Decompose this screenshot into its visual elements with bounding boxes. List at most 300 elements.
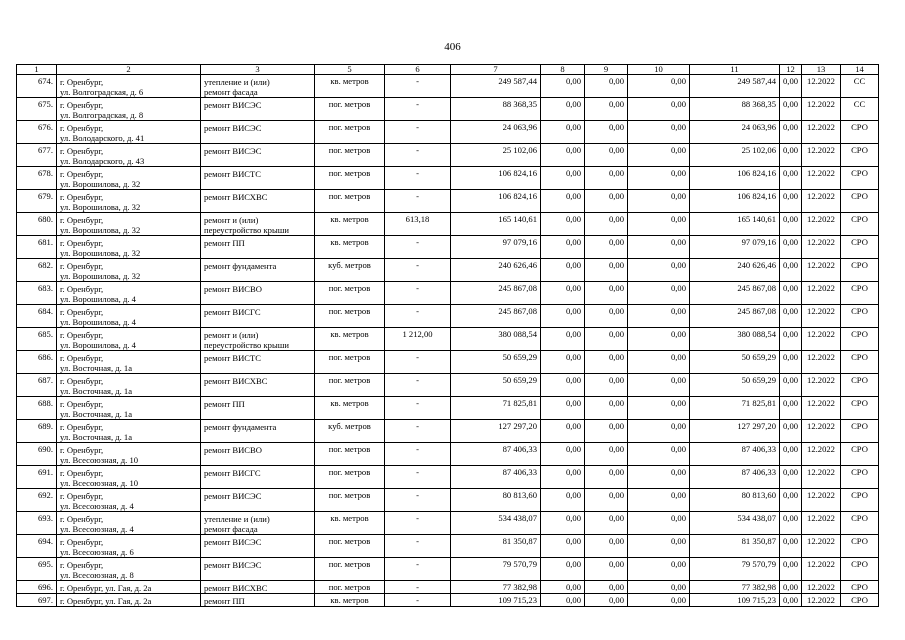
unit-cell: пог. метров: [315, 190, 385, 213]
total-cost-cell: 79 570,79: [451, 558, 541, 581]
cost-col11-cell: 24 063,96: [690, 121, 780, 144]
completion-date-cell: 12.2022: [802, 98, 841, 121]
address-cell-line: ул. Ворошилова, д. 4: [60, 340, 136, 350]
row-number-cell: 690.: [17, 443, 57, 466]
total-cost-cell: 50 659,29: [451, 351, 541, 374]
address-cell-line: ул. Володарского, д. 41: [60, 133, 145, 143]
method-cell: СРО: [841, 144, 879, 167]
column-number-header: [17, 65, 879, 75]
total-cost-cell: 534 438,07: [451, 512, 541, 535]
address-cell-line: г. Оренбург,: [60, 307, 104, 317]
method-cell: СРО: [841, 512, 879, 535]
column-header: 8: [541, 65, 585, 75]
table-row: [17, 489, 879, 512]
address-cell: [57, 190, 201, 213]
unit-cell: пог. метров: [315, 351, 385, 374]
cost-col9-cell: 0,00: [585, 167, 628, 190]
column-header: 6: [385, 65, 451, 75]
cost-col9-cell: 0,00: [585, 374, 628, 397]
volume-cell: -: [385, 98, 451, 121]
column-header: 3: [201, 65, 315, 75]
address-cell: [57, 374, 201, 397]
cost-col11-cell: 77 382,98: [690, 581, 780, 594]
work-type-cell: [201, 397, 315, 420]
volume-cell: -: [385, 512, 451, 535]
work-type-cell: [201, 558, 315, 581]
cost-col9-cell: 0,00: [585, 581, 628, 594]
work-type-cell-line: ремонт ВИСТС: [204, 169, 262, 179]
cost-col10-cell: 0,00: [628, 397, 690, 420]
unit-cell: пог. метров: [315, 489, 385, 512]
address-cell-line: г. Оренбург,: [60, 169, 104, 179]
method-cell: СС: [841, 98, 879, 121]
completion-date-cell: 12.2022: [802, 282, 841, 305]
column-header: 2: [57, 65, 201, 75]
work-type-cell: [201, 305, 315, 328]
cost-col10-cell: 0,00: [628, 121, 690, 144]
cost-col11-cell: 50 659,29: [690, 374, 780, 397]
cost-col10-cell: 0,00: [628, 535, 690, 558]
table-row: [17, 167, 879, 190]
cost-col8-cell: 0,00: [541, 397, 585, 420]
row-number-cell: 687.: [17, 374, 57, 397]
volume-cell: -: [385, 535, 451, 558]
row-number-cell: 695.: [17, 558, 57, 581]
volume-cell: -: [385, 75, 451, 98]
cost-col9-cell: 0,00: [585, 351, 628, 374]
row-number-cell: 693.: [17, 512, 57, 535]
row-number-cell: 689.: [17, 420, 57, 443]
unit-cell: пог. метров: [315, 98, 385, 121]
cost-col11-cell: 88 368,35: [690, 98, 780, 121]
table-row: [17, 121, 879, 144]
work-type-cell-line: ремонт ВИСГС: [204, 468, 261, 478]
unit-cell: кв. метров: [315, 328, 385, 351]
work-type-cell-line: переустройство крыши: [204, 340, 289, 350]
address-cell-line: ул. Ворошилова, д. 32: [60, 225, 141, 235]
work-type-cell-line: ремонт фасада: [204, 524, 258, 534]
address-cell: [57, 144, 201, 167]
table-row: [17, 397, 879, 420]
work-type-cell-line: ремонт ВИСХВС: [204, 192, 268, 202]
table-row: [17, 512, 879, 535]
work-type-cell-line: ремонт и (или): [204, 330, 259, 340]
volume-cell: -: [385, 443, 451, 466]
cost-col8-cell: 0,00: [541, 190, 585, 213]
work-type-cell-line: ремонт ВИСЭС: [204, 537, 262, 547]
completion-date-cell: 12.2022: [802, 167, 841, 190]
completion-date-cell: 12.2022: [802, 190, 841, 213]
cost-col12-cell: 0,00: [780, 594, 802, 607]
cost-col10-cell: 0,00: [628, 190, 690, 213]
unit-cell: кв. метров: [315, 397, 385, 420]
column-header: 13: [802, 65, 841, 75]
cost-col9-cell: 0,00: [585, 535, 628, 558]
cost-col8-cell: 0,00: [541, 420, 585, 443]
volume-cell: -: [385, 558, 451, 581]
cost-col12-cell: 0,00: [780, 397, 802, 420]
address-cell-line: г. Оренбург,: [60, 445, 104, 455]
volume-cell: -: [385, 420, 451, 443]
table-row: [17, 282, 879, 305]
work-type-cell: [201, 535, 315, 558]
work-type-cell: [201, 121, 315, 144]
column-header: 11: [690, 65, 780, 75]
work-type-cell: [201, 167, 315, 190]
address-cell-line: ул. Восточная, д. 1а: [60, 409, 133, 419]
cost-col10-cell: 0,00: [628, 581, 690, 594]
table-row: [17, 443, 879, 466]
cost-col10-cell: 0,00: [628, 282, 690, 305]
completion-date-cell: 12.2022: [802, 489, 841, 512]
total-cost-cell: 25 102,06: [451, 144, 541, 167]
address-cell-line: г. Оренбург,: [60, 261, 104, 271]
work-type-cell: [201, 489, 315, 512]
address-cell-line: ул. Ворошилова, д. 4: [60, 317, 136, 327]
column-header: 1: [17, 65, 57, 75]
cost-col8-cell: 0,00: [541, 594, 585, 607]
method-cell: СРО: [841, 443, 879, 466]
method-cell: СРО: [841, 466, 879, 489]
method-cell: СРО: [841, 282, 879, 305]
work-type-cell-line: утепление и (или): [204, 514, 270, 524]
cost-col9-cell: 0,00: [585, 121, 628, 144]
work-type-cell-line: ремонт ВИСВО: [204, 445, 262, 455]
address-cell: [57, 466, 201, 489]
volume-cell: -: [385, 351, 451, 374]
work-type-cell: [201, 190, 315, 213]
address-cell-line: ул. Восточная, д. 1а: [60, 386, 133, 396]
cost-col8-cell: 0,00: [541, 535, 585, 558]
cost-col10-cell: 0,00: [628, 259, 690, 282]
unit-cell: кв. метров: [315, 213, 385, 236]
total-cost-cell: 106 824,16: [451, 190, 541, 213]
work-type-cell-line: ремонт ВИСГС: [204, 307, 261, 317]
completion-date-cell: 12.2022: [802, 443, 841, 466]
row-number-cell: 683.: [17, 282, 57, 305]
cost-col9-cell: 0,00: [585, 466, 628, 489]
total-cost-cell: 97 079,16: [451, 236, 541, 259]
work-type-cell: [201, 213, 315, 236]
address-cell: [57, 351, 201, 374]
method-cell: СРО: [841, 420, 879, 443]
total-cost-cell: 81 350,87: [451, 535, 541, 558]
volume-cell: -: [385, 594, 451, 607]
address-cell: [57, 259, 201, 282]
row-number-cell: 684.: [17, 305, 57, 328]
address-cell-line: г. Оренбург,: [60, 123, 104, 133]
volume-cell: 613,18: [385, 213, 451, 236]
address-cell-line: г. Оренбург,: [60, 330, 104, 340]
address-cell-line: г. Оренбург,: [60, 353, 104, 363]
cost-col12-cell: 0,00: [780, 420, 802, 443]
total-cost-cell: 71 825,81: [451, 397, 541, 420]
address-cell-line: г. Оренбург,: [60, 100, 104, 110]
work-type-cell-line: утепление и (или): [204, 77, 270, 87]
volume-cell: -: [385, 236, 451, 259]
completion-date-cell: 12.2022: [802, 236, 841, 259]
address-cell-line: ул. Ворошилова, д. 32: [60, 271, 141, 281]
cost-col9-cell: 0,00: [585, 213, 628, 236]
row-number-cell: 688.: [17, 397, 57, 420]
table-row: [17, 581, 879, 594]
row-number-cell: 678.: [17, 167, 57, 190]
work-type-cell: [201, 282, 315, 305]
total-cost-cell: 88 368,35: [451, 98, 541, 121]
volume-cell: -: [385, 397, 451, 420]
address-cell-line: г. Оренбург,: [60, 192, 104, 202]
address-cell-line: г. Оренбург,: [60, 399, 104, 409]
cost-col9-cell: 0,00: [585, 236, 628, 259]
volume-cell: -: [385, 374, 451, 397]
cost-col10-cell: 0,00: [628, 98, 690, 121]
work-type-cell: [201, 259, 315, 282]
unit-cell: пог. метров: [315, 466, 385, 489]
volume-cell: -: [385, 167, 451, 190]
cost-col10-cell: 0,00: [628, 236, 690, 259]
volume-cell: -: [385, 466, 451, 489]
address-cell: [57, 558, 201, 581]
cost-col11-cell: 534 438,07: [690, 512, 780, 535]
work-type-cell: [201, 374, 315, 397]
total-cost-cell: 245 867,08: [451, 282, 541, 305]
volume-cell: -: [385, 190, 451, 213]
cost-col11-cell: 240 626,46: [690, 259, 780, 282]
method-cell: СРО: [841, 305, 879, 328]
row-number-cell: 679.: [17, 190, 57, 213]
row-number-cell: 674.: [17, 75, 57, 98]
total-cost-cell: 87 406,33: [451, 466, 541, 489]
work-type-cell: [201, 581, 315, 594]
unit-cell: кв. метров: [315, 75, 385, 98]
cost-col8-cell: 0,00: [541, 328, 585, 351]
row-number-cell: 680.: [17, 213, 57, 236]
volume-cell: -: [385, 121, 451, 144]
volume-cell: -: [385, 259, 451, 282]
total-cost-cell: 245 867,08: [451, 305, 541, 328]
address-cell: [57, 512, 201, 535]
work-type-cell-line: ремонт ВИСЭС: [204, 146, 262, 156]
work-type-cell-line: ремонт фундамента: [204, 261, 277, 271]
row-number-cell: 676.: [17, 121, 57, 144]
unit-cell: пог. метров: [315, 144, 385, 167]
cost-col12-cell: 0,00: [780, 236, 802, 259]
cost-col12-cell: 0,00: [780, 98, 802, 121]
cost-col10-cell: 0,00: [628, 75, 690, 98]
row-number-cell: 694.: [17, 535, 57, 558]
cost-col12-cell: 0,00: [780, 259, 802, 282]
work-type-cell-line: ремонт ВИСЭС: [204, 560, 262, 570]
cost-col11-cell: 380 088,54: [690, 328, 780, 351]
cost-col12-cell: 0,00: [780, 144, 802, 167]
address-cell-line: ул. Восточная, д. 1а: [60, 432, 133, 442]
cost-col10-cell: 0,00: [628, 144, 690, 167]
cost-col8-cell: 0,00: [541, 351, 585, 374]
cost-col11-cell: 79 570,79: [690, 558, 780, 581]
address-cell-line: г. Оренбург,: [60, 560, 104, 570]
cost-col11-cell: 249 587,44: [690, 75, 780, 98]
table-row: [17, 466, 879, 489]
work-type-cell-line: ремонт ПП: [204, 399, 245, 409]
work-type-cell: [201, 443, 315, 466]
address-cell: [57, 167, 201, 190]
cost-col11-cell: 109 715,23: [690, 594, 780, 607]
volume-cell: -: [385, 282, 451, 305]
cost-col9-cell: 0,00: [585, 282, 628, 305]
completion-date-cell: 12.2022: [802, 121, 841, 144]
address-cell: [57, 594, 201, 607]
cost-col8-cell: 0,00: [541, 558, 585, 581]
completion-date-cell: 12.2022: [802, 420, 841, 443]
cost-col12-cell: 0,00: [780, 374, 802, 397]
cost-col9-cell: 0,00: [585, 594, 628, 607]
unit-cell: пог. метров: [315, 581, 385, 594]
work-type-cell-line: ремонт ВИСЭС: [204, 491, 262, 501]
header-row: [17, 65, 879, 75]
cost-col9-cell: 0,00: [585, 397, 628, 420]
work-type-cell-line: ремонт ВИСЭС: [204, 123, 262, 133]
volume-cell: 1 212,00: [385, 328, 451, 351]
total-cost-cell: 240 626,46: [451, 259, 541, 282]
address-cell-line: г. Оренбург,: [60, 468, 104, 478]
cost-col9-cell: 0,00: [585, 420, 628, 443]
unit-cell: пог. метров: [315, 374, 385, 397]
table-row: [17, 594, 879, 607]
cost-col9-cell: 0,00: [585, 558, 628, 581]
unit-cell: пог. метров: [315, 282, 385, 305]
address-cell: [57, 443, 201, 466]
cost-col11-cell: 71 825,81: [690, 397, 780, 420]
work-type-cell-line: ремонт ВИСХВС: [204, 376, 268, 386]
cost-col8-cell: 0,00: [541, 167, 585, 190]
row-number-cell: 697.: [17, 594, 57, 607]
cost-col12-cell: 0,00: [780, 121, 802, 144]
method-cell: СРО: [841, 594, 879, 607]
unit-cell: пог. метров: [315, 121, 385, 144]
address-cell-line: ул. Всесоюзная, д. 6: [60, 547, 134, 557]
table-row: [17, 374, 879, 397]
address-cell-line: ул. Всесоюзная, д. 8: [60, 570, 134, 580]
cost-col12-cell: 0,00: [780, 305, 802, 328]
work-type-cell-line: ремонт ПП: [204, 596, 245, 606]
address-cell-line: г. Оренбург,: [60, 422, 104, 432]
cost-col11-cell: 106 824,16: [690, 167, 780, 190]
table-row: [17, 236, 879, 259]
address-cell-line: г. Оренбург,: [60, 514, 104, 524]
cost-col12-cell: 0,00: [780, 190, 802, 213]
work-type-cell: [201, 512, 315, 535]
cost-col10-cell: 0,00: [628, 167, 690, 190]
unit-cell: пог. метров: [315, 305, 385, 328]
cost-col9-cell: 0,00: [585, 190, 628, 213]
method-cell: СС: [841, 75, 879, 98]
address-cell: [57, 397, 201, 420]
cost-col10-cell: 0,00: [628, 558, 690, 581]
address-cell-line: ул. Волгоградская, д. 8: [60, 110, 144, 120]
total-cost-cell: 127 297,20: [451, 420, 541, 443]
unit-cell: пог. метров: [315, 535, 385, 558]
unit-cell: куб. метров: [315, 259, 385, 282]
column-header: 10: [628, 65, 690, 75]
address-cell: [57, 121, 201, 144]
work-type-cell: [201, 594, 315, 607]
cost-col11-cell: 106 824,16: [690, 190, 780, 213]
table-row: [17, 305, 879, 328]
cost-col9-cell: 0,00: [585, 75, 628, 98]
cost-col12-cell: 0,00: [780, 558, 802, 581]
cost-col10-cell: 0,00: [628, 489, 690, 512]
total-cost-cell: 109 715,23: [451, 594, 541, 607]
address-cell-line: ул. Ворошилова, д. 32: [60, 179, 141, 189]
method-cell: СРО: [841, 190, 879, 213]
address-cell: [57, 305, 201, 328]
cost-col8-cell: 0,00: [541, 489, 585, 512]
table-row: [17, 420, 879, 443]
address-cell-line: г. Оренбург,: [60, 146, 104, 156]
address-cell: [57, 98, 201, 121]
method-cell: СРО: [841, 535, 879, 558]
cost-col11-cell: 127 297,20: [690, 420, 780, 443]
address-cell-line: ул. Волгоградская, д. 6: [60, 87, 144, 97]
row-number-cell: 675.: [17, 98, 57, 121]
address-cell: [57, 75, 201, 98]
cost-col8-cell: 0,00: [541, 374, 585, 397]
cost-col11-cell: 87 406,33: [690, 466, 780, 489]
row-number-cell: 681.: [17, 236, 57, 259]
address-cell-line: ул. Всесоюзная, д. 4: [60, 501, 134, 511]
cost-col9-cell: 0,00: [585, 512, 628, 535]
completion-date-cell: 12.2022: [802, 305, 841, 328]
volume-cell: -: [385, 489, 451, 512]
work-type-cell: [201, 466, 315, 489]
unit-cell: кв. метров: [315, 236, 385, 259]
work-type-cell: [201, 75, 315, 98]
row-number-cell: 677.: [17, 144, 57, 167]
address-cell: [57, 581, 201, 594]
cost-col9-cell: 0,00: [585, 259, 628, 282]
cost-col8-cell: 0,00: [541, 305, 585, 328]
method-cell: СРО: [841, 397, 879, 420]
unit-cell: пог. метров: [315, 443, 385, 466]
unit-cell: пог. метров: [315, 558, 385, 581]
cost-col12-cell: 0,00: [780, 282, 802, 305]
work-type-cell-line: ремонт ПП: [204, 238, 245, 248]
cost-col8-cell: 0,00: [541, 98, 585, 121]
row-number-cell: 691.: [17, 466, 57, 489]
cost-col11-cell: 81 350,87: [690, 535, 780, 558]
cost-col10-cell: 0,00: [628, 594, 690, 607]
completion-date-cell: 12.2022: [802, 594, 841, 607]
cost-col12-cell: 0,00: [780, 351, 802, 374]
work-type-cell-line: ремонт ВИСЭС: [204, 100, 262, 110]
completion-date-cell: 12.2022: [802, 374, 841, 397]
cost-col10-cell: 0,00: [628, 420, 690, 443]
address-cell-line: г. Оренбург,: [60, 491, 104, 501]
row-number-cell: 696.: [17, 581, 57, 594]
cost-col12-cell: 0,00: [780, 213, 802, 236]
method-cell: СРО: [841, 121, 879, 144]
address-cell-line: г. Оренбург,: [60, 537, 104, 547]
capital-repair-table: [16, 64, 879, 607]
address-cell-line: ул. Всесоюзная, д. 4: [60, 524, 134, 534]
cost-col12-cell: 0,00: [780, 75, 802, 98]
address-cell-line: ул. Володарского, д. 43: [60, 156, 145, 166]
cost-col12-cell: 0,00: [780, 167, 802, 190]
total-cost-cell: 380 088,54: [451, 328, 541, 351]
cost-col9-cell: 0,00: [585, 98, 628, 121]
work-type-cell: [201, 328, 315, 351]
work-type-cell-line: ремонт и (или): [204, 215, 259, 225]
